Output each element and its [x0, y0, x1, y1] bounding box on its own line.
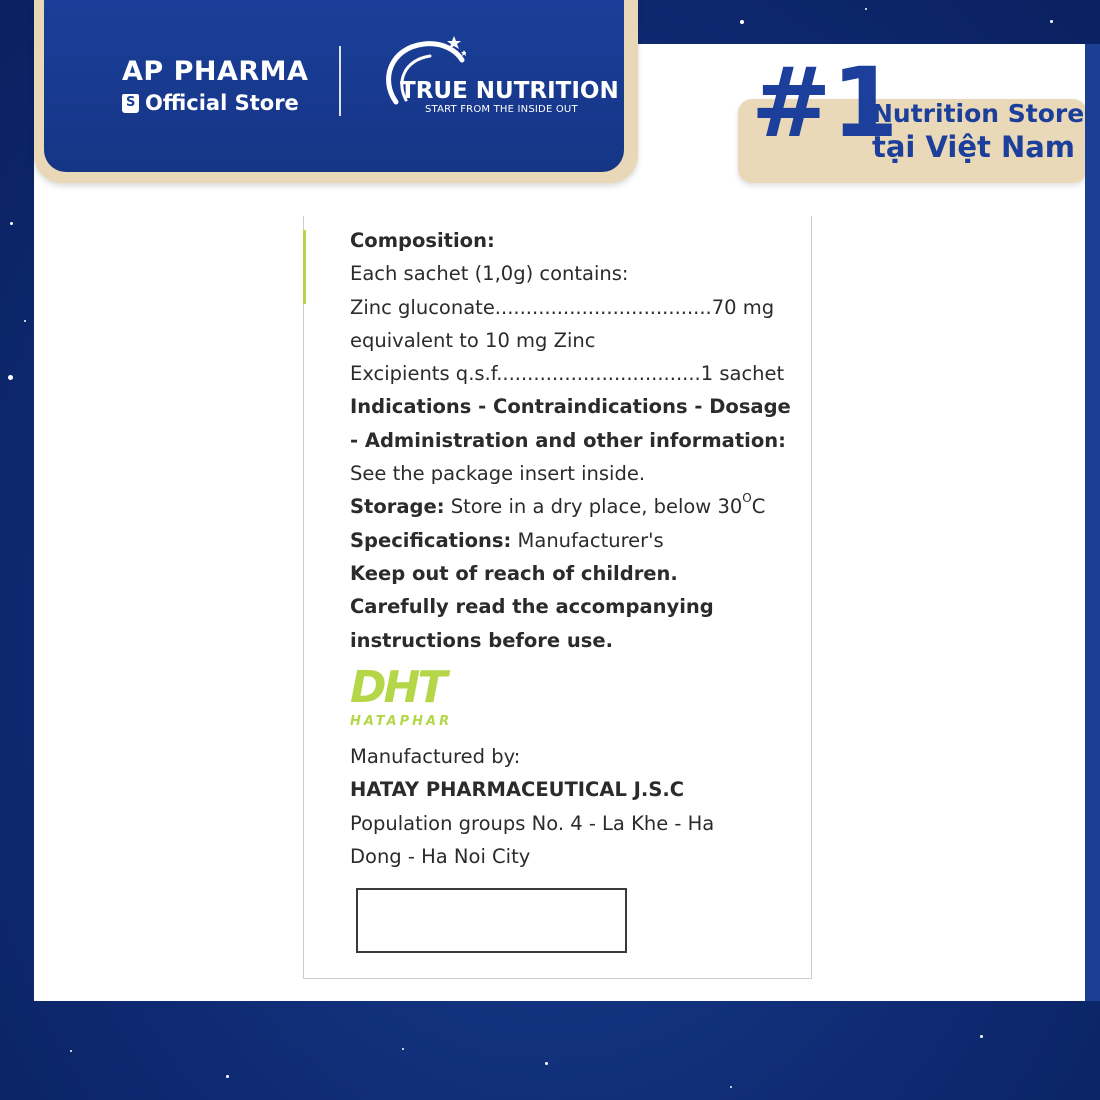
- excipients-line: Excipients q.s.f.................................1 sachet: [350, 362, 785, 386]
- manufacturer-name: HATAY PHARMACEUTICAL J.S.C: [350, 778, 685, 802]
- specifications-text: Manufacturer's: [511, 528, 664, 552]
- batch-number-box: [356, 888, 627, 953]
- label-manufacturer-block: [350, 740, 790, 873]
- official-store-label: [122, 91, 299, 115]
- storage-degree: O: [742, 491, 752, 506]
- shopping-bag-icon: [122, 94, 139, 113]
- zinc-gluconate-line: Zinc gluconate...................................70 mg: [350, 295, 775, 319]
- storage-line: [350, 490, 790, 523]
- right-edge-strip: [1085, 44, 1100, 1001]
- header-divider: [339, 46, 341, 116]
- sachet-line: Each sachet (1,0g) contains:: [350, 262, 629, 286]
- storage-unit: C: [751, 495, 766, 519]
- rank-text-line1: Nutrition Store: [872, 99, 1085, 128]
- indications-line-2: - Administration and other information:: [350, 428, 786, 452]
- package-insert-line: See the package insert inside.: [350, 462, 646, 486]
- true-nutrition-tagline: START FROM THE INSIDE OUT: [425, 104, 578, 115]
- manufactured-by-label: Manufactured by:: [350, 745, 521, 768]
- carefully-read-line-1: Carefully read the accompanying: [350, 595, 714, 619]
- manufacturer-logo-mark: DHT: [350, 662, 445, 713]
- storage-text: Store in a dry place, below 30: [444, 495, 743, 519]
- specifications-line: [350, 524, 790, 557]
- address-line-1: Population groups No. 4 - La Khe - Ha: [350, 811, 715, 835]
- official-store-text: Official Store: [145, 91, 299, 115]
- carefully-read-line-2: instructions before use.: [350, 628, 614, 652]
- label-green-accent: [303, 230, 306, 304]
- indications-line-1: Indications - Contraindications - Dosage: [350, 395, 791, 419]
- true-nutrition-title: TRUE NUTRITION: [400, 78, 619, 104]
- manufacturer-logo-wordmark: HATAPHAR: [350, 714, 453, 729]
- label-composition-block: [350, 224, 790, 657]
- address-line-2: Dong - Ha Noi City: [350, 844, 531, 868]
- rank-text-line2: tại Việt Nam: [872, 130, 1076, 164]
- specifications-label: Specifications:: [350, 528, 512, 552]
- keep-out-warning: Keep out of reach of children.: [350, 561, 678, 585]
- brand-name: AP PHARMA: [122, 56, 309, 87]
- composition-heading: Composition:: [350, 229, 495, 252]
- storage-label: Storage:: [350, 495, 445, 519]
- equivalent-line: equivalent to 10 mg Zinc: [350, 328, 596, 352]
- rank-number: #1: [751, 47, 899, 159]
